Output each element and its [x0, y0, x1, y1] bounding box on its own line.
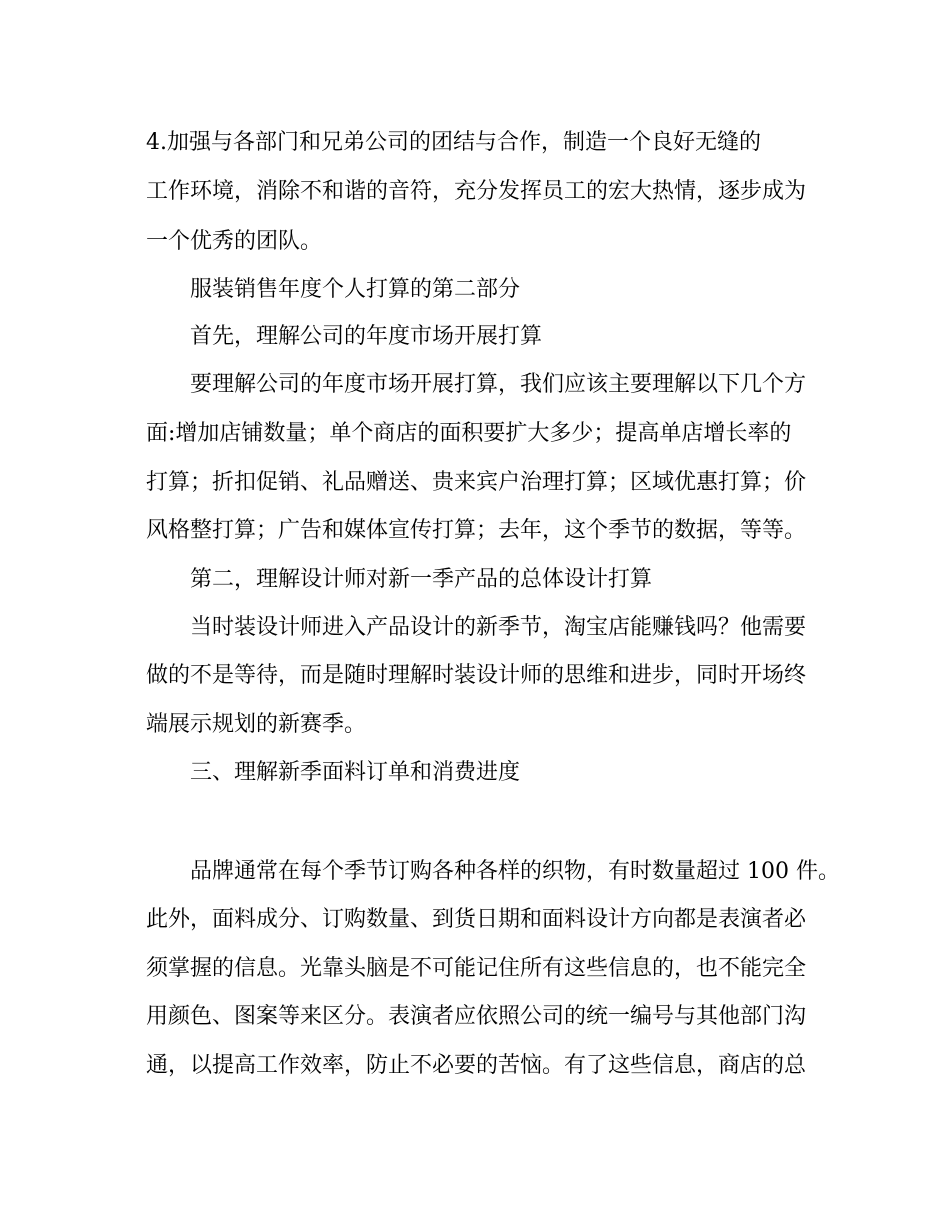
paragraph-line: 此外，面料成分、订购数量、到货日期和面料设计方向都是表演者必 [146, 907, 807, 932]
paragraph-line: 4.加强与各部门和兄弟公司的团结与合作，制造一个良好无缝的 [146, 130, 761, 155]
paragraph-line: 工作环境，消除不和谐的音符，充分发挥员工的宏大热情，逐步成为 [146, 179, 807, 204]
paragraph-line: 须掌握的信息。光靠头脑是不可能记住所有这些信息的，也不能完全 [146, 956, 807, 981]
paragraph-line: 打算；折扣促销、礼品赠送、贵来宾户治理打算；区域优惠打算；价 [146, 470, 807, 495]
subsection-heading: 首先，理解公司的年度市场开展打算 [190, 324, 543, 349]
paragraph-line: 品牌通常在每个季节订购各种各样的织物，有时数量超过 100 件。 [190, 859, 840, 884]
section-heading: 服装销售年度个人打算的第二部分 [190, 277, 521, 302]
paragraph-line: 当时装设计师进入产品设计的新季节，淘宝店能赚钱吗？他需要 [190, 615, 807, 640]
paragraph-line: 做的不是等待，而是随时理解时装设计师的思维和进步，同时开场终 [146, 663, 807, 688]
subsection-heading: 三、理解新季面料订单和消费进度 [190, 760, 521, 785]
paragraph-line: 要理解公司的年度市场开展打算，我们应该主要理解以下几个方 [190, 372, 807, 397]
paragraph-line: 端展示规划的新赛季。 [146, 712, 367, 737]
paragraph-line: 一个优秀的团队。 [146, 229, 323, 254]
paragraph-line: 通，以提高工作效率，防止不必要的苦恼。有了这些信息，商店的总 [146, 1053, 807, 1078]
subsection-heading: 第二，理解设计师对新一季产品的总体设计打算 [190, 567, 653, 592]
paragraph-line: 面:增加店铺数量；单个商店的面积要扩大多少；提高单店增长率的 [146, 421, 792, 446]
paragraph-line: 风格整打算；广告和媒体宣传打算；去年，这个季节的数据，等等。 [146, 518, 807, 543]
paragraph-line: 用颜色、图案等来区分。表演者应依照公司的统一编号与其他部门沟 [146, 1004, 807, 1029]
